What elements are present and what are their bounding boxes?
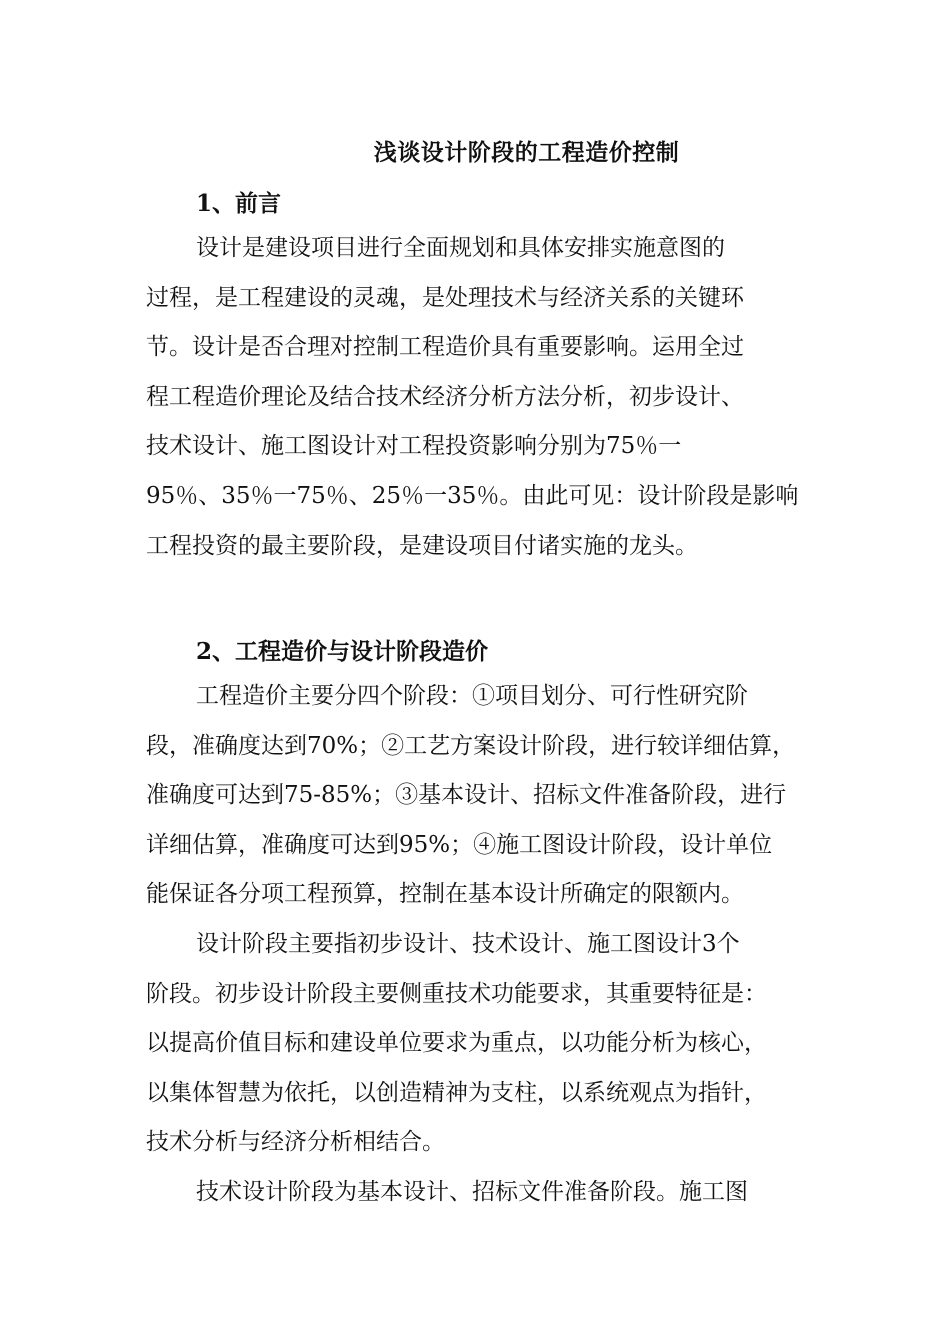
paragraph-line: 过程，是工程建设的灵魂，是处理技术与经济关系的关键环: [146, 284, 744, 311]
section-heading-cost-and-design: 2、工程造价与设计阶段造价: [196, 638, 489, 665]
paragraph-line: 工程造价主要分四个阶段：①项目划分、可行性研究阶: [196, 683, 748, 709]
paragraph-design-stages: [146, 920, 816, 1168]
paragraph-line: 技术分析与经济分析相结合。: [146, 1129, 445, 1156]
paragraph-line: 详细估算，准确度可达到95%；④施工图设计阶段，设计单位: [146, 831, 773, 858]
paragraph-line: 能保证各分项工程预算，控制在基本设计所确定的限额内。: [146, 881, 744, 908]
paragraph-line: 阶段。初步设计阶段主要侧重技术功能要求，其重要特征是：: [146, 980, 767, 1007]
paragraph-line: 准确度可达到75-85%；③基本设计、招标文件准备阶段，进行: [146, 782, 787, 809]
paragraph-line: 技术设计、施工图设计对工程投资影响分别为75％一: [146, 433, 682, 460]
paragraph-line: 节。设计是否合理对控制工程造价具有重要影响。运用全过: [146, 334, 744, 361]
document-title: 浅谈设计阶段的工程造价控制: [373, 139, 680, 166]
paragraph-line: 段，准确度达到70%；②工艺方案设计阶段，进行较详细估算，: [146, 732, 796, 759]
paragraph-line: 设计是建设项目进行全面规划和具体安排实施意图的: [196, 235, 725, 261]
paragraph-line: 工程投资的最主要阶段，是建设项目付诸实施的龙头。: [146, 532, 698, 559]
paragraph-line: 程工程造价理论及结合技术经济分析方法分析，初步设计、: [146, 383, 744, 410]
paragraph-line: 技术设计阶段为基本设计、招标文件准备阶段。施工图: [196, 1179, 748, 1205]
section-heading-preface: 1、前言: [196, 190, 282, 217]
paragraph-line: 以集体智慧为依托，以创造精神为支柱，以系统观点为指针，: [146, 1079, 767, 1106]
paragraph-line: 以提高价值目标和建设单位要求为重点，以功能分析为核心，: [146, 1030, 767, 1057]
paragraph-cost-stages: [146, 672, 816, 920]
paragraph-line: 95％、35％一75％、25％一35％。由此可见：设计阶段是影响: [146, 482, 799, 509]
paragraph-preface: [146, 224, 816, 571]
paragraph-technical-design: [146, 1168, 816, 1218]
paragraph-line: 设计阶段主要指初步设计、技术设计、施工图设计3个: [196, 931, 740, 957]
